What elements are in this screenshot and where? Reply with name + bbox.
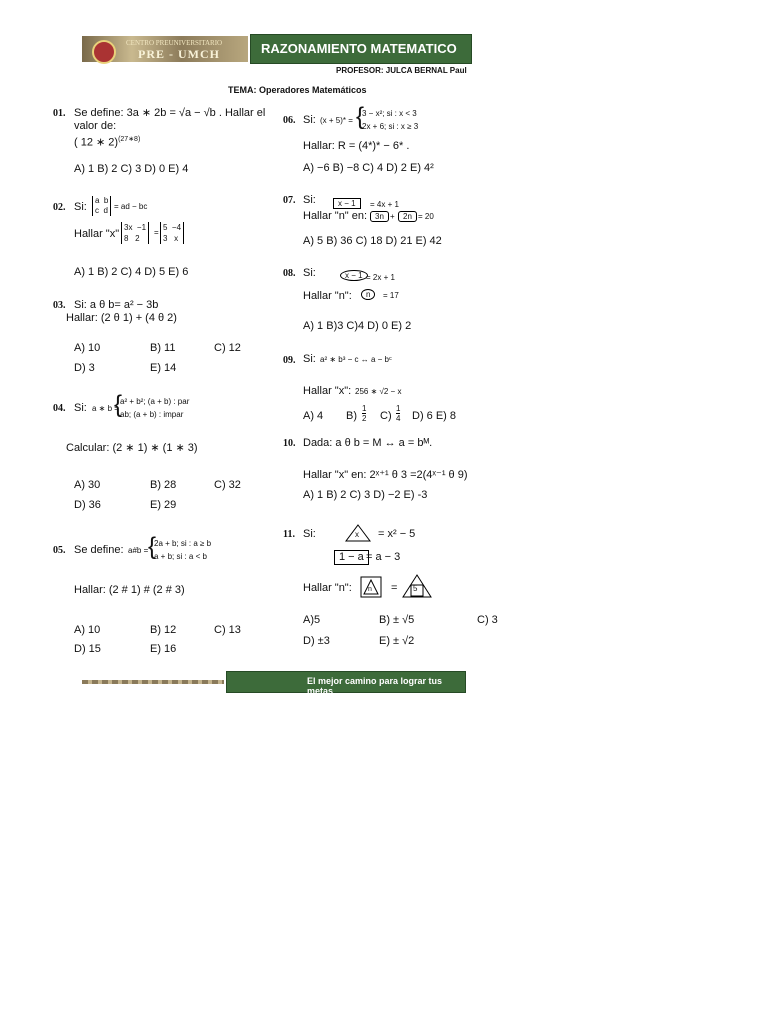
school-line: CENTRO PREUNIVERSITARIO [126, 39, 223, 47]
hallar-label: Hallar "n": [303, 582, 352, 594]
exponent: (27∗8) [118, 136, 141, 143]
professor-line: PROFESOR: JULCA BERNAL Paul [336, 66, 467, 75]
hallar-label: Hallar "n" en: [303, 210, 368, 222]
problem-number: 06. [283, 115, 296, 126]
problem-text: Hallar: (2 θ 1) + (4 θ 2) [66, 312, 177, 324]
cell: −4 [171, 223, 182, 232]
equals: = [391, 582, 398, 594]
problem-number: 01. [53, 108, 66, 119]
brace: { [114, 391, 123, 418]
si-label: Si: [303, 114, 316, 126]
brace: { [356, 103, 365, 130]
problem-number: 11. [283, 529, 295, 540]
definition: = 2x + 1 [366, 273, 395, 282]
cell: x [174, 234, 179, 243]
problem-number: 03. [53, 300, 66, 311]
hallar-label: Hallar "x": [303, 385, 352, 397]
box-triangle-variable: n [368, 586, 372, 593]
denominator: 4 [396, 414, 401, 423]
si-label: Se define: [74, 544, 124, 556]
option-a: A) 30 [74, 479, 101, 491]
problem-text: Hallar: R = (4*)* − 6* . [303, 140, 410, 152]
option-a: A)5 [303, 614, 321, 626]
case-2: ab; (a + b) : impar [120, 410, 184, 419]
equals: = [154, 228, 159, 237]
problem-text: Hallar: (2 # 1) # (2 # 3) [74, 584, 185, 596]
problem-number: 07. [283, 195, 296, 206]
determinant [121, 222, 149, 244]
si-label: Si: [74, 201, 87, 213]
numerator: 1 [396, 404, 401, 413]
boxed-operator: 2n [398, 211, 417, 222]
problem-number: 04. [53, 403, 66, 414]
si-label: Si: [303, 353, 316, 365]
definition: = x² − 5 [378, 528, 416, 540]
equals: = 17 [383, 291, 399, 300]
triangle-variable: x [355, 530, 359, 539]
problem-number: 05. [53, 545, 66, 556]
equation: 256 ∗ √2 − x [355, 387, 402, 396]
problem-number: 08. [283, 268, 296, 279]
header-banner [82, 34, 472, 64]
cell: 5 [163, 223, 168, 232]
problem-text: Dada: a θ b = M ↔ a = bᴹ. [303, 437, 433, 449]
cell: 3x [124, 223, 133, 232]
answer-options: A) 1 B) 2 C) 3 D) 0 E) 4 [74, 163, 189, 175]
definition: = ad − bc [114, 202, 148, 211]
option-a: A) 4 [303, 410, 324, 422]
option-c: C) 32 [214, 479, 241, 491]
problem-text: Se define: 3a ∗ 2b = √a − √b . Hallar el [74, 107, 266, 119]
option-e: E) ± √2 [379, 635, 415, 647]
option-d: D) ±3 [303, 635, 330, 647]
cell: 2 [135, 234, 140, 243]
topic-line: TEMA: Operadores Matemáticos [228, 85, 367, 95]
problem-text: valor de: [74, 120, 117, 132]
case-1: 2a + b; si : a ≥ b [154, 539, 212, 548]
answer-options: A) 1 B) 2 C) 3 D) −2 E) -3 [303, 489, 428, 501]
problem-text: Hallar "x" en: 2ˣ⁺¹ θ 3 =2(4ˣ⁻¹ θ 9) [303, 469, 468, 481]
case-2: 2x + 6; si : x ≥ 3 [362, 122, 419, 131]
option-c: C) [380, 410, 392, 422]
si-label: Si: [303, 194, 316, 206]
operator-lhs: a#b = [128, 546, 149, 555]
slogan-box [226, 671, 466, 696]
case-1: 3 − x²; si : x < 3 [362, 109, 417, 118]
si-label: Si: [74, 402, 87, 414]
cell: 8 [124, 234, 129, 243]
cell: −1 [136, 223, 147, 232]
boxed-operator: x − 1 [333, 198, 361, 209]
problem-text: Si: a θ b= a² − 3b [74, 299, 159, 311]
triangle-box-value: 5 [413, 584, 418, 593]
option-d: D) 36 [74, 499, 101, 511]
circled-operator: n [361, 289, 375, 300]
definition: = 4x + 1 [370, 200, 399, 209]
operator-lhs: (x + 5)* = [320, 116, 353, 125]
options-d-e: D) 6 E) 8 [412, 410, 457, 422]
school-name: PRE - UMCH [138, 47, 220, 61]
cell: c [95, 206, 99, 215]
answer-options: A) 1 B)3 C)4 D) 0 E) 2 [303, 320, 412, 332]
equals: = 20 [418, 212, 434, 221]
denominator: 2 [362, 414, 367, 423]
hallar-label: Hallar "x" [74, 228, 120, 240]
case-1: a² + b²; (a + b) : par [120, 397, 190, 406]
decorative-stripe [82, 680, 224, 684]
option-a: A) 10 [74, 342, 101, 354]
cell: b [103, 196, 109, 205]
answer-options: A) 5 B) 36 C) 18 D) 21 E) 42 [303, 235, 442, 247]
option-c: C) 12 [214, 342, 241, 354]
problem-number: 02. [53, 202, 66, 213]
problem-text [74, 133, 140, 150]
problem-number: 09. [283, 355, 296, 366]
case-2: a + b; si : a < b [154, 552, 207, 561]
brace: { [148, 533, 157, 560]
option-e: E) 29 [150, 499, 177, 511]
boxed-operator: 3n [370, 211, 389, 222]
option-a: A) 10 [74, 624, 101, 636]
determinant [92, 196, 111, 216]
fraction [362, 404, 366, 424]
operator-lhs: a ∗ b = [92, 404, 119, 413]
crest-icon [92, 40, 116, 64]
definition: a² ∗ b³ − c ↔ a − bᶜ [320, 355, 392, 364]
option-b: B) 28 [150, 479, 177, 491]
option-b: B) ± √5 [379, 614, 415, 626]
option-b: B) 12 [150, 624, 177, 636]
circled-operator: x − 1 [340, 270, 368, 281]
option-b: B) 11 [150, 342, 176, 354]
option-c: C) 3 [477, 614, 498, 626]
footer-banner [82, 671, 466, 696]
problem-number: 10. [283, 438, 296, 449]
course-title-box [250, 34, 472, 64]
option-e: E) 14 [150, 362, 177, 374]
expr: ( 12 ∗ 2) [74, 136, 119, 149]
cell: a [95, 196, 100, 205]
option-d: D) 3 [74, 362, 95, 374]
problem-text: Calcular: (2 ∗ 1) ∗ (1 ∗ 3) [66, 442, 198, 454]
slogan: El mejor camino para lograr tus metas [307, 676, 443, 696]
si-label: Si: [303, 528, 316, 540]
option-b: B) [346, 410, 357, 422]
plus: + [390, 212, 395, 221]
answer-options: A) 1 B) 2 C) 4 D) 5 E) 6 [74, 266, 189, 278]
hallar-label: Hallar "n": [303, 290, 352, 302]
cell: 3 [163, 234, 168, 243]
option-e: E) 16 [150, 643, 177, 655]
definition: = a − 3 [366, 551, 401, 563]
school-logo-banner [82, 36, 248, 62]
course-title: RAZONAMIENTO MATEMATICO [261, 41, 457, 56]
numerator: 1 [362, 404, 367, 413]
boxed-operator: 1 − a [334, 550, 369, 565]
option-d: D) 15 [74, 643, 101, 655]
fraction [396, 404, 400, 424]
answer-options: A) −6 B) −8 C) 4 D) 2 E) 4² [303, 162, 434, 174]
cell: d [103, 206, 108, 215]
option-c: C) 13 [214, 624, 241, 636]
si-label: Si: [303, 267, 316, 279]
determinant [160, 222, 184, 244]
